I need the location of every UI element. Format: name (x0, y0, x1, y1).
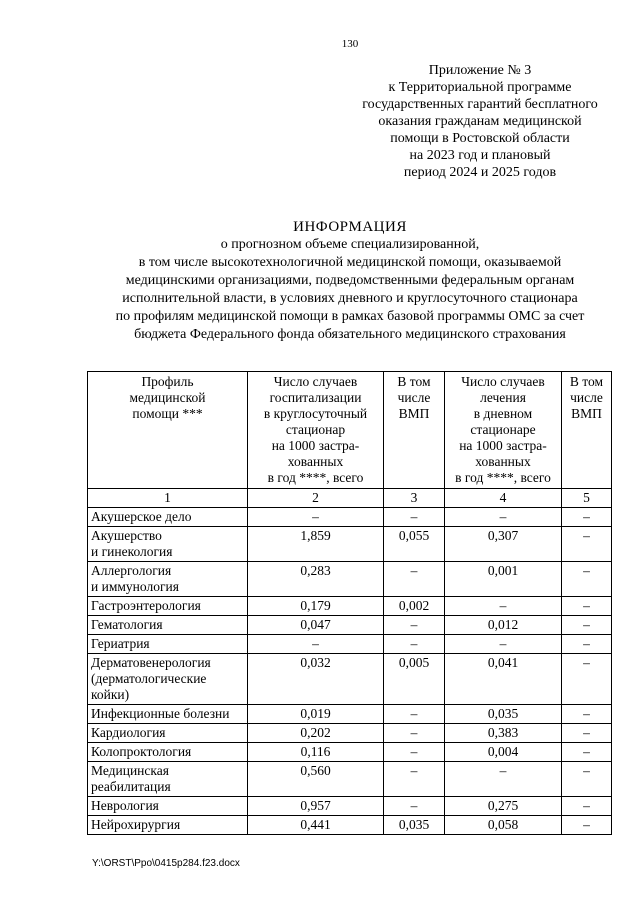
column-header-line: на 1000 застра- (271, 438, 360, 453)
column-header-line: в круглосуточный (263, 406, 368, 421)
value-cell: – (562, 654, 612, 705)
table-row (88, 654, 612, 705)
table-row (88, 724, 612, 743)
value-cell: – (445, 635, 562, 654)
value-cell: 0,957 (248, 797, 384, 816)
value-cell: – (562, 616, 612, 635)
document-title (40, 218, 640, 344)
profile-name-cell: Нейрохирургия (88, 816, 248, 835)
profile-name-cell: Гематология (88, 616, 248, 635)
table-row (88, 816, 612, 835)
column-header-line: Число случаев (461, 374, 545, 389)
appendix-line: период 2024 и 2025 годов (403, 165, 557, 180)
value-cell: 0,035 (384, 816, 445, 835)
value-cell: 0,441 (248, 816, 384, 835)
value-cell: – (562, 527, 612, 562)
value-cell: 0,058 (445, 816, 562, 835)
profile-name-cell: Медицинская реабилитация (88, 762, 248, 797)
column-header (562, 372, 612, 489)
value-cell: 0,283 (248, 562, 384, 597)
header-row (88, 372, 612, 489)
column-header (248, 372, 384, 489)
column-header-line: В том (569, 374, 604, 389)
column-header-line: медицинской (129, 390, 206, 405)
value-cell: 0,383 (445, 724, 562, 743)
value-cell: 0,012 (445, 616, 562, 635)
profile-name-cell: Неврология (88, 797, 248, 816)
column-header-line: в год ****, всего (455, 470, 551, 485)
file-path-footer: Y:\ORST\Ppo\0415p284.f23.docx (92, 858, 240, 869)
value-cell: – (562, 816, 612, 835)
column-header (384, 372, 445, 489)
value-cell: 0,001 (445, 562, 562, 597)
appendix-line: к Территориальной программе (388, 80, 572, 95)
profile-name-cell: Инфекционные болезни (88, 705, 248, 724)
column-number: 3 (384, 489, 445, 508)
value-cell: 0,116 (248, 743, 384, 762)
value-cell: – (248, 635, 384, 654)
value-cell: 0,202 (248, 724, 384, 743)
value-cell: 0,032 (248, 654, 384, 705)
column-header-line: хованных (287, 454, 344, 469)
profile-name-cell: Кардиология (88, 724, 248, 743)
profile-name-cell: Колопроктология (88, 743, 248, 762)
appendix-line: оказания гражданам медицинской (378, 114, 582, 129)
value-cell: – (384, 635, 445, 654)
column-number-row (88, 489, 612, 508)
value-cell: – (384, 743, 445, 762)
column-header-line: в дневном (473, 406, 533, 421)
value-cell: – (562, 743, 612, 762)
value-cell: – (562, 797, 612, 816)
appendix-line: помощи в Ростовской области (390, 131, 570, 146)
title-line: по профилям медицинской помощи в рамках базовой программы ОМС за счет (115, 309, 585, 324)
column-header-line: лечения (480, 390, 526, 405)
title-line: медицинскими организациями, подведомственными федеральным органам (125, 273, 575, 288)
value-cell: – (562, 597, 612, 616)
column-header-line: В том (397, 374, 431, 389)
value-cell: – (445, 508, 562, 527)
value-cell: – (445, 762, 562, 797)
value-cell: 0,019 (248, 705, 384, 724)
table-row (88, 508, 612, 527)
table-row (88, 762, 612, 797)
column-header-line: в год ****, всего (267, 470, 364, 485)
profile-name-cell: Дерматовенерология (дерматологические койки) (88, 654, 248, 705)
value-cell: 0,560 (248, 762, 384, 797)
data-table (87, 371, 612, 835)
value-cell: 0,275 (445, 797, 562, 816)
value-cell: 0,307 (445, 527, 562, 562)
table-row (88, 743, 612, 762)
value-cell: – (384, 724, 445, 743)
value-cell: 1,859 (248, 527, 384, 562)
profile-name-cell: Аллергология и иммунология (88, 562, 248, 597)
column-number: 4 (445, 489, 562, 508)
value-cell: – (562, 705, 612, 724)
column-header-line: стационар (285, 422, 346, 437)
value-cell: 0,035 (445, 705, 562, 724)
value-cell: 0,179 (248, 597, 384, 616)
page-number: 130 (341, 38, 359, 50)
value-cell: – (562, 724, 612, 743)
appendix-line: Приложение № 3 (428, 63, 532, 78)
value-cell: – (384, 508, 445, 527)
table-row (88, 597, 612, 616)
column-header-line: Число случаев (273, 374, 358, 389)
column-number: 2 (248, 489, 384, 508)
title-line: исполнительной власти, в условиях дневного и круглосуточного стационара (122, 291, 578, 306)
profile-name-cell: Гастроэнтерология (88, 597, 248, 616)
title-line: бюджета Федерального фонда обязательного медицинского страхования (134, 327, 566, 342)
value-cell: 0,055 (384, 527, 445, 562)
column-header-line: хованных (475, 454, 531, 469)
table-row (88, 705, 612, 724)
column-header-line: на 1000 застра- (459, 438, 547, 453)
title-heading: ИНФОРМАЦИЯ (293, 219, 407, 235)
column-header-line: ВМП (398, 406, 430, 421)
column-header-line: помощи *** (132, 406, 203, 421)
column-header (88, 372, 248, 489)
column-header-line: ВМП (571, 406, 602, 421)
table-row (88, 527, 612, 562)
table-row (88, 616, 612, 635)
column-number: 1 (88, 489, 248, 508)
column-header (445, 372, 562, 489)
value-cell: 0,041 (445, 654, 562, 705)
value-cell: – (384, 562, 445, 597)
profile-name-cell: Акушерство и гинекология (88, 527, 248, 562)
value-cell: 0,002 (384, 597, 445, 616)
table-row (88, 797, 612, 816)
column-header-line: Профиль (141, 374, 194, 389)
value-cell: – (384, 705, 445, 724)
title-line: о прогнозном объеме специализированной, (220, 237, 480, 252)
title-line: в том числе высокотехнологичной медицинской помощи, оказываемой (138, 255, 562, 270)
value-cell: 0,004 (445, 743, 562, 762)
appendix-header (340, 62, 620, 181)
column-header-line: числе (397, 390, 431, 405)
column-header-line: числе (570, 390, 603, 405)
value-cell: – (384, 797, 445, 816)
profile-name-cell: Гериатрия (88, 635, 248, 654)
column-header-line: стационаре (470, 422, 536, 437)
value-cell: – (384, 616, 445, 635)
value-cell: – (384, 762, 445, 797)
value-cell: 0,005 (384, 654, 445, 705)
appendix-line: на 2023 год и плановый (409, 148, 551, 163)
table-row (88, 635, 612, 654)
value-cell: – (562, 508, 612, 527)
value-cell: – (562, 562, 612, 597)
value-cell: – (562, 762, 612, 797)
value-cell: – (562, 635, 612, 654)
profile-name-cell: Акушерское дело (88, 508, 248, 527)
column-number: 5 (562, 489, 612, 508)
column-header-line: госпитализации (269, 390, 362, 405)
table-row (88, 562, 612, 597)
value-cell: 0,047 (248, 616, 384, 635)
appendix-line: государственных гарантий бесплатного (362, 97, 598, 112)
value-cell: – (445, 597, 562, 616)
value-cell: – (248, 508, 384, 527)
